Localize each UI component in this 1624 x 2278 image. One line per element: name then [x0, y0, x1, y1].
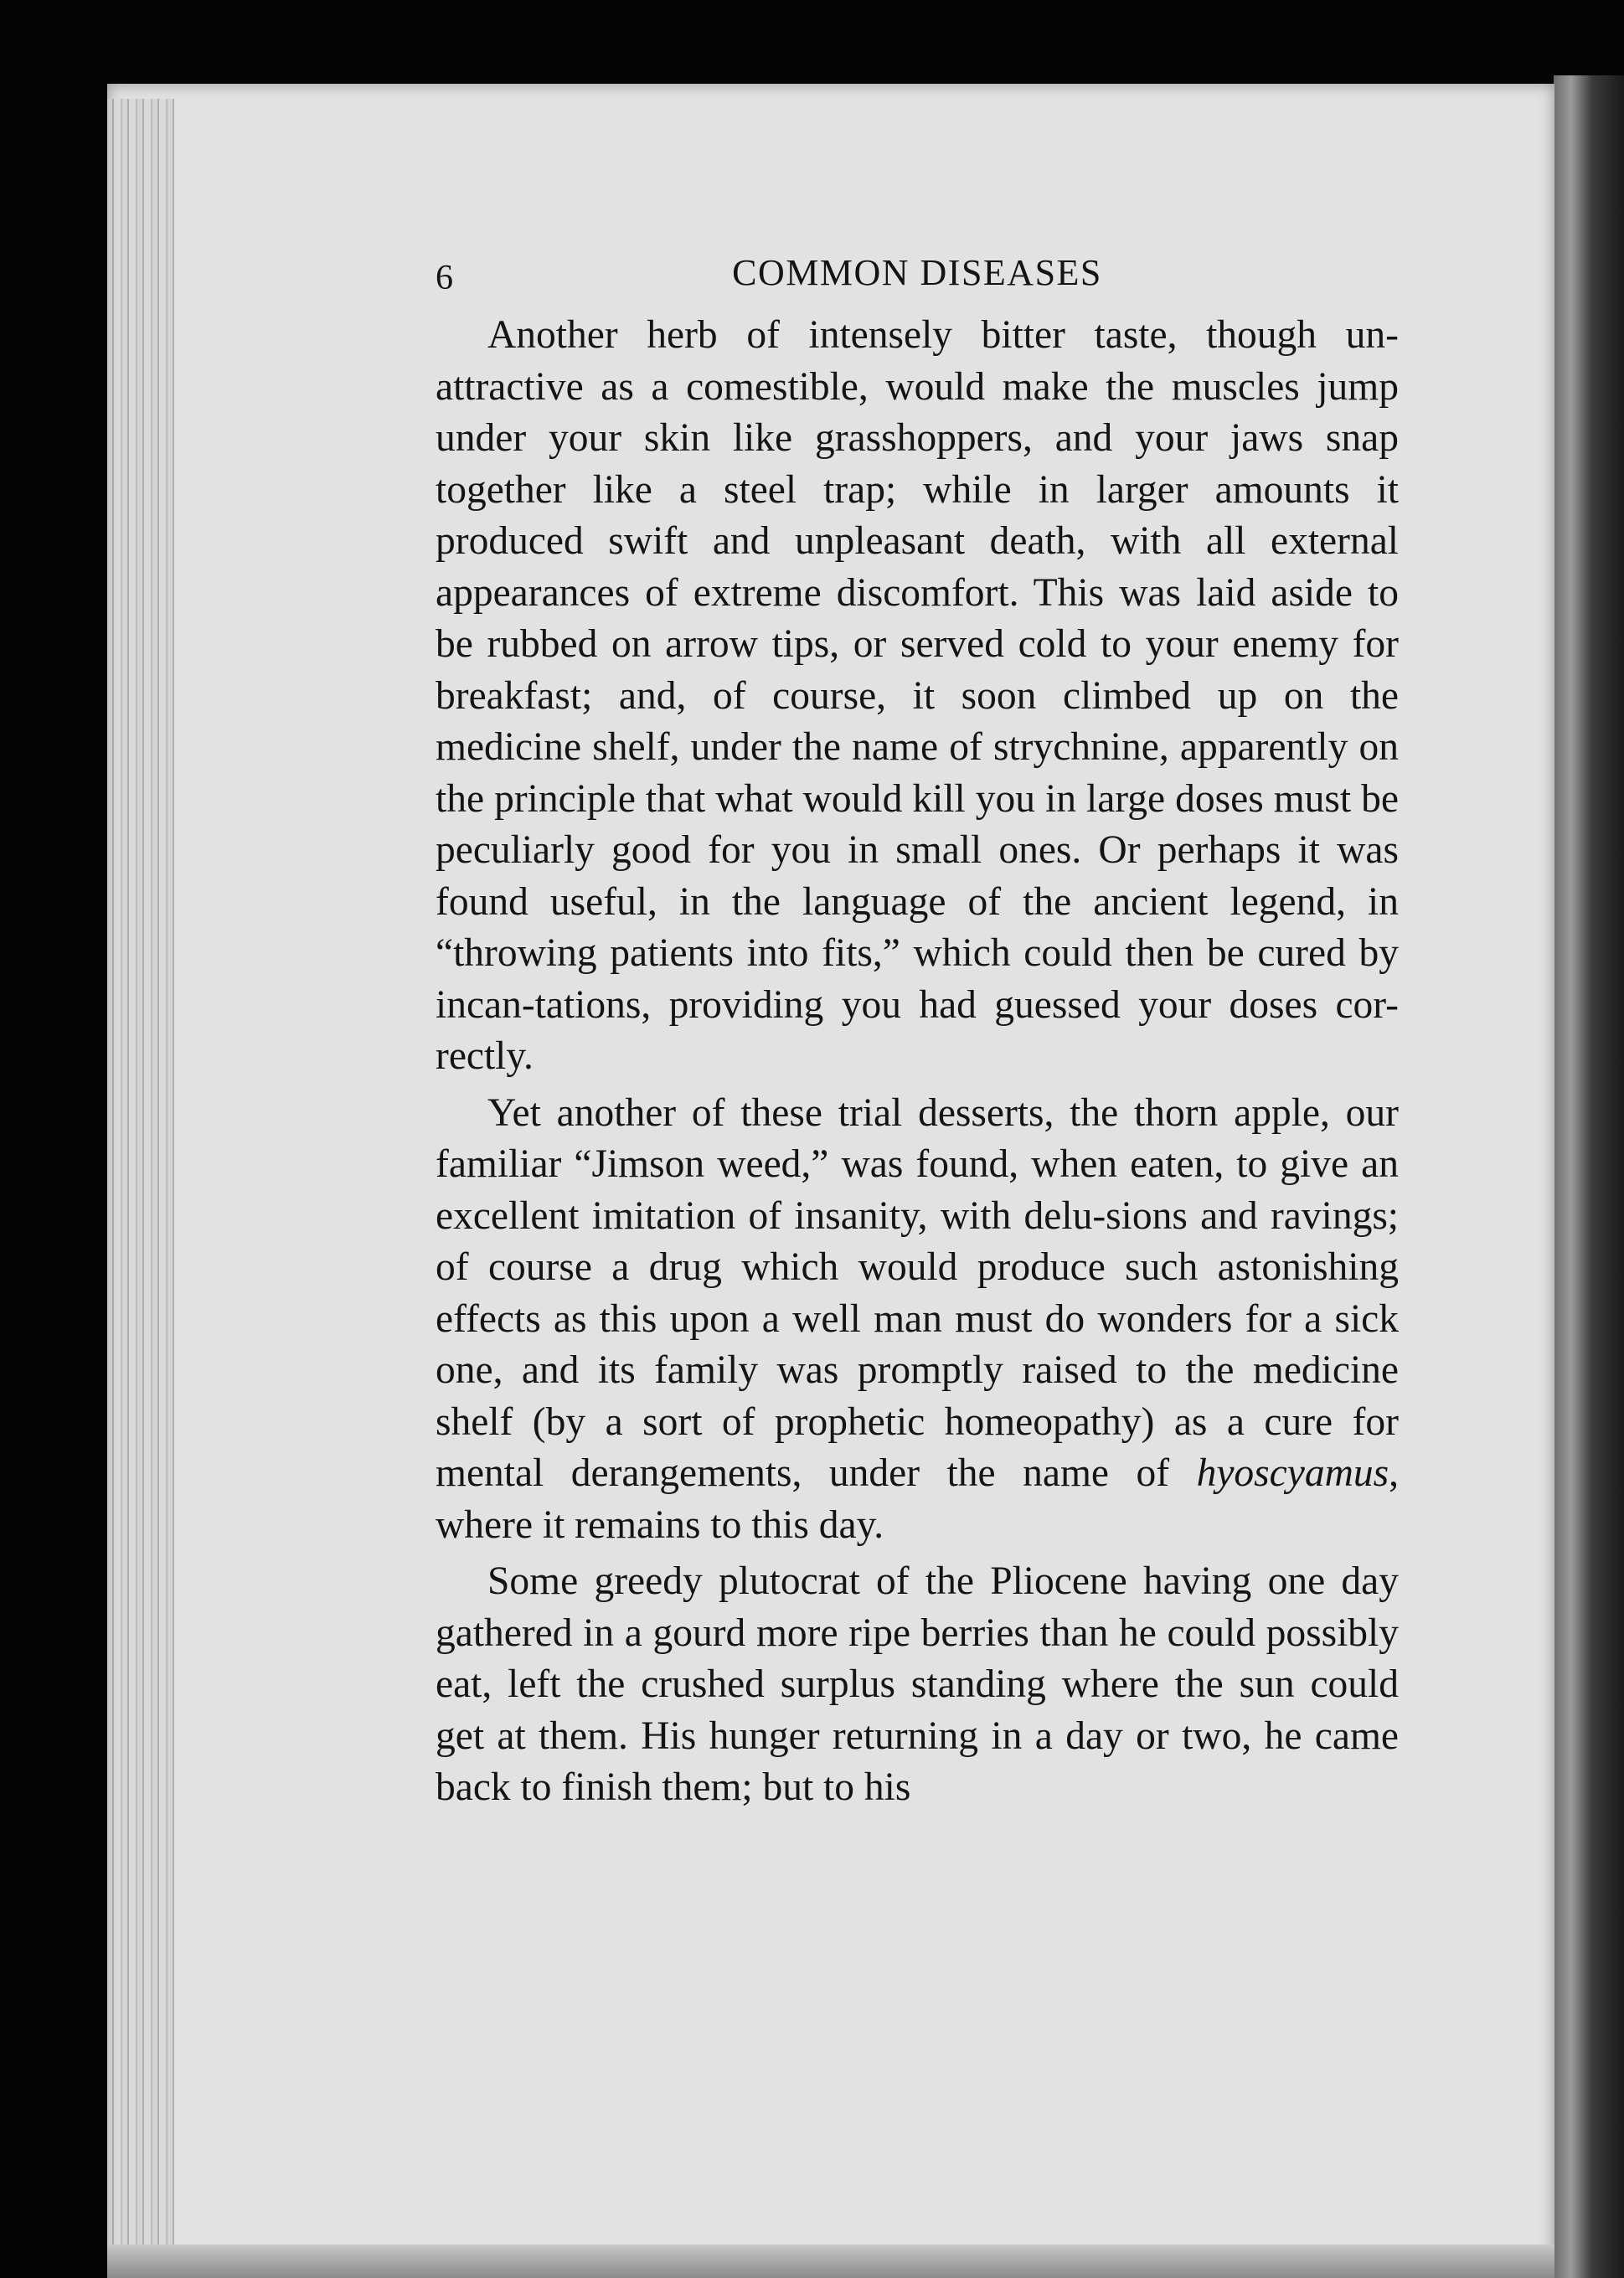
page-gutter [107, 99, 174, 2261]
paragraph-text: , where it remains to this day. [436, 1451, 1399, 1547]
paragraph-jimson-weed [436, 1088, 1399, 1552]
paragraph-strychnine: Another herb of intensely bitter taste, though un-attractive as a comestible, would make the muscles jump under your skin like grasshoppers, and your jaws snap together like a steel trap; while in larger amounts it produced swift and unpleasant death, with all external appearances of extreme discomfort. This was laid aside to be rubbed on arrow tips, or served cold to your enemy for breakfast; and, of course, it soon climbed up on the medicine shelf, under the name of strychnine, apparently on the principle that what would kill you in large doses must be peculiarly good for you in small ones. Or perhaps it was found useful, in the language of the ancient legend, in “throwing patients into fits,” which could then be cured by incan-tations, providing you had guessed your doses cor-rectly. [436, 313, 1399, 1078]
page-bottom-edge [107, 2244, 1554, 2278]
page-text [436, 251, 1399, 1819]
paragraph-pliocene: Some greedy plutocrat of the Pliocene having one day gathered in a gourd more ripe berries than he could possibly eat, left the crushed surplus standing where the sun could get at them. His hunger returning in a day or two, he came back to finish them; but to his [436, 1559, 1399, 1809]
running-title: COMMON DISEASES [732, 252, 1102, 293]
italic-term: hyoscyamus [1196, 1451, 1389, 1495]
paragraph-text: Yet another of these trial desserts, the thorn apple, our familiar “Jimson weed,” was found, when eaten, to give an excellent imitation of insanity, with delu-sions and ravings; of course a drug which would produce such astonishing effects as this upon a well man must do wonders for a sick one, and its family was promptly raised to the medicine shelf (by a sort of prophetic homeopathy) as a cure for mental derangements, under the name of [436, 1090, 1399, 1495]
book-edge [1554, 75, 1624, 2278]
page-number: 6 [436, 259, 454, 297]
running-head [436, 251, 1399, 310]
